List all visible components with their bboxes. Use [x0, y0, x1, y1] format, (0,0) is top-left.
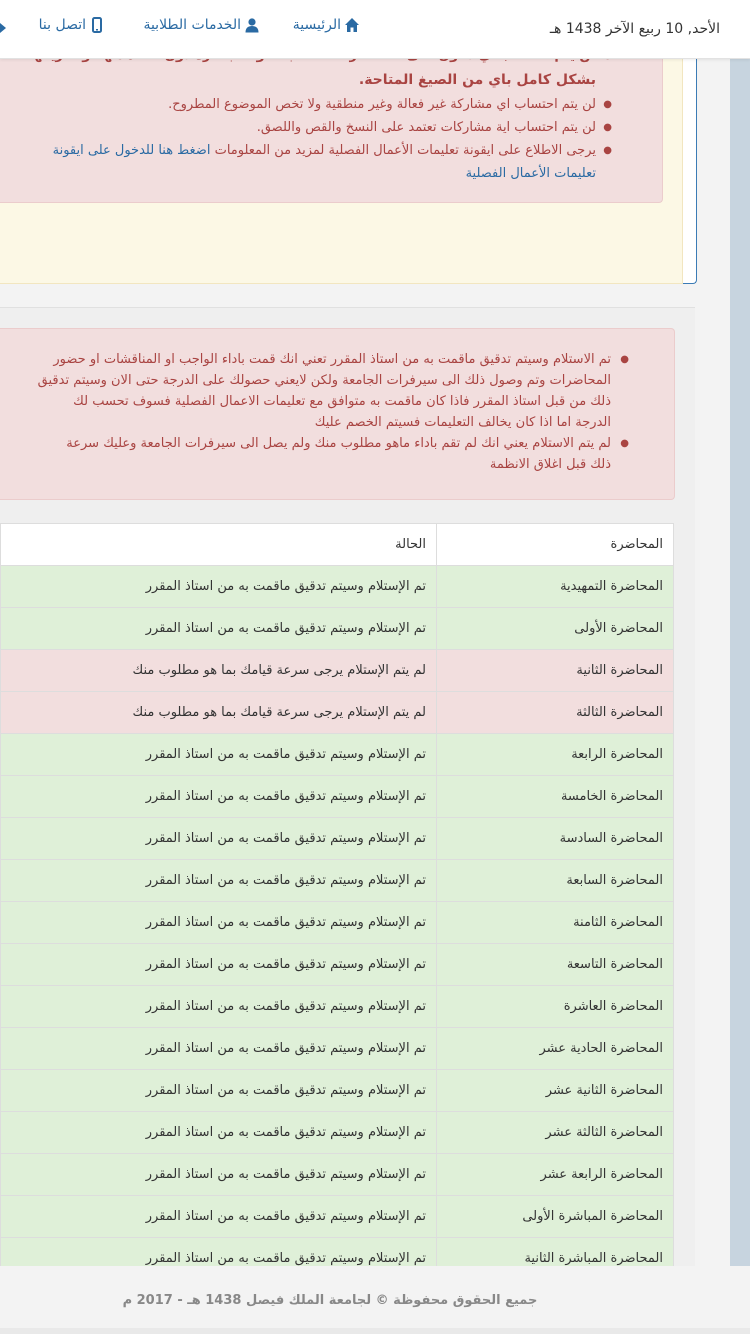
instructions-panel	[0, 40, 697, 284]
lecture-name-cell: المحاضرة التمهيدية	[437, 566, 674, 608]
lecture-name-cell: المحاضرة الثانية	[437, 650, 674, 692]
caret-icon[interactable]	[0, 22, 8, 34]
table-row	[1, 902, 674, 944]
lecture-status-cell: تم الإستلام وسيتم تدقيق ماقمت به من استاذ المقرر	[1, 860, 437, 902]
instruction-item-cont	[0, 69, 596, 91]
lecture-status-cell: تم الإستلام وسيتم تدقيق ماقمت به من استاذ المقرر	[1, 734, 437, 776]
instructions-list	[0, 45, 612, 185]
top-navbar	[0, 0, 750, 59]
footer-bottom-line	[0, 1328, 750, 1334]
lecture-name-cell: المحاضرة الرابعة	[437, 734, 674, 776]
user-icon	[244, 17, 260, 33]
current-date: الأحد, 10 ربيع الآخر 1438 هـ	[549, 21, 720, 37]
lecture-status-cell: تم الإستلام وسيتم تدقيق ماقمت به من استاذ المقرر	[1, 1196, 437, 1238]
column-header-status: الحالة	[1, 524, 437, 566]
nav-student-services-label: الخدمات الطلابية	[143, 17, 241, 33]
bullet-icon: ●	[603, 122, 612, 133]
bullet-icon: ●	[603, 145, 612, 156]
table-row	[1, 944, 674, 986]
legend-text: لم يتم الاستلام يعني انك لم تقم باداء ماهو مطلوب منك ولم يصل الى سيرفرات الجامعة وعليك سرعة	[66, 436, 611, 451]
table-row	[1, 692, 674, 734]
table-row	[1, 608, 674, 650]
lecture-status-cell: لم يتم الإستلام يرجى سرعة قيامك بما هو مطلوب منك	[1, 650, 437, 692]
table-row	[1, 860, 674, 902]
page-side-strip	[730, 58, 750, 1266]
lecture-status-cell: تم الإستلام وسيتم تدقيق ماقمت به من استاذ المقرر	[1, 1070, 437, 1112]
instruction-text: لن يتم احتساب اي مشاركة غير فعالة وغير منطقية ولا تخص الموضوع المطروح.	[168, 97, 596, 112]
lecture-status-cell: تم الإستلام وسيتم تدقيق ماقمت به من استاذ المقرر	[1, 1238, 437, 1280]
instruction-text: لن يتم احتساب اية مشاركات تعتمد على النسخ والقص واللصق.	[256, 120, 596, 135]
phone-icon	[89, 17, 105, 33]
bullet-icon: ●	[620, 354, 629, 365]
lecture-name-cell: المحاضرة السادسة	[437, 818, 674, 860]
column-header-lecture: المحاضرة	[437, 524, 674, 566]
lecture-status-cell: لم يتم الإستلام يرجى سرعة قيامك بما هو مطلوب منك	[1, 692, 437, 734]
lecture-name-cell: المحاضرة الثانية عشر	[437, 1070, 674, 1112]
legend-item	[0, 349, 629, 370]
lecture-status-cell: تم الإستلام وسيتم تدقيق ماقمت به من استاذ المقرر	[1, 608, 437, 650]
legend-text: الدرجة اما اذا كان يخالف التعليمات فسيتم الخصم عليك	[314, 415, 611, 430]
legend-text: ذلك قبل اغلاق الانظمة	[489, 457, 611, 472]
table-row	[1, 1154, 674, 1196]
lectures-table	[0, 523, 674, 1280]
lecture-name-cell: المحاضرة الثالثة عشر	[437, 1112, 674, 1154]
lecture-name-cell: المحاضرة المباشرة الثانية	[437, 1238, 674, 1280]
legend-item	[0, 433, 629, 454]
lecture-name-cell: المحاضرة الرابعة عشر	[437, 1154, 674, 1196]
lecture-status-cell: تم الإستلام وسيتم تدقيق ماقمت به من استاذ المقرر	[1, 1112, 437, 1154]
bullet-icon: ●	[603, 99, 612, 110]
legend-item-cont	[0, 412, 611, 433]
lecture-status-cell: تم الإستلام وسيتم تدقيق ماقمت به من استاذ المقرر	[1, 902, 437, 944]
lecture-name-cell: المحاضرة المباشرة الأولى	[437, 1196, 674, 1238]
instruction-item	[0, 93, 612, 116]
legend-text: المحاضرات وتم وصول ذلك الى سيرفرات الجامعة ولكن لايعني حصولك على الدرجة حتى الان وسيتم تدقيق	[37, 373, 611, 388]
instructions-warning-box	[0, 40, 683, 284]
lecture-status-cell: تم الإستلام وسيتم تدقيق ماقمت به من استاذ المقرر	[1, 944, 437, 986]
table-row	[1, 986, 674, 1028]
table-row	[1, 818, 674, 860]
lecture-status-cell: تم الإستلام وسيتم تدقيق ماقمت به من استاذ المقرر	[1, 776, 437, 818]
page-footer	[0, 1266, 750, 1334]
nav-contact-label: اتصل بنا	[38, 17, 86, 33]
lecture-status-cell: تم الإستلام وسيتم تدقيق ماقمت به من استاذ المقرر	[1, 1154, 437, 1196]
nav-home-link[interactable]	[293, 17, 360, 33]
lecture-name-cell: المحاضرة الخامسة	[437, 776, 674, 818]
nav-student-services-link[interactable]	[143, 17, 260, 33]
instruction-text: يرجى الاطلاع على ايقونة تعليمات الأعمال الفصلية لمزيد من المعلومات	[214, 143, 596, 158]
lecture-name-cell: المحاضرة التاسعة	[437, 944, 674, 986]
instructions-alert	[0, 40, 663, 203]
instructions-link[interactable]: اضغط هنا للدخول على ايقونة	[52, 143, 211, 158]
nav-home-label: الرئيسية	[292, 17, 341, 33]
nav-contact-link[interactable]	[39, 17, 105, 33]
bullet-icon: ●	[620, 438, 629, 449]
coursework-instructions-link[interactable]: تعليمات الأعمال الفصلية	[465, 166, 596, 181]
lectures-table-body	[1, 566, 674, 1280]
table-row	[1, 1112, 674, 1154]
attendance-panel	[0, 307, 695, 1267]
lecture-name-cell: المحاضرة الأولى	[437, 608, 674, 650]
legend-text: ذلك من قبل استاذ المقرر فاذا كان ماقمت به متوافق مع تعليمات الاعمال الفصلية فسوف تحسب لك	[73, 394, 611, 409]
legend-item-cont	[0, 391, 611, 412]
table-row	[1, 566, 674, 608]
lecture-name-cell: المحاضرة السابعة	[437, 860, 674, 902]
instruction-item	[0, 116, 612, 139]
instruction-item	[0, 139, 612, 162]
table-row	[1, 734, 674, 776]
status-legend-alert	[0, 328, 675, 500]
lecture-status-cell: تم الإستلام وسيتم تدقيق ماقمت به من استاذ المقرر	[1, 986, 437, 1028]
legend-text: تم الاستلام وسيتم تدقيق ماقمت به من استاذ المقرر تعني انك قمت باداء الواجب او المناقشات او حضور	[53, 352, 611, 367]
table-row	[1, 1028, 674, 1070]
status-legend-list	[0, 349, 629, 475]
table-row	[1, 1070, 674, 1112]
lecture-status-cell: تم الإستلام وسيتم تدقيق ماقمت به من استاذ المقرر	[1, 1028, 437, 1070]
instruction-item-cont	[0, 162, 596, 185]
table-row	[1, 776, 674, 818]
legend-item-cont	[0, 454, 611, 475]
copyright-text: جميع الحقوق محفوظة © لجامعة الملك فيصل 1438 هـ - 2017 م	[122, 1293, 538, 1308]
lecture-name-cell: المحاضرة الثالثة	[437, 692, 674, 734]
instruction-text: بشكل كامل باي من الصيغ المتاحة.	[358, 72, 596, 88]
lecture-name-cell: المحاضرة الحادية عشر	[437, 1028, 674, 1070]
home-icon	[344, 17, 360, 33]
lecture-name-cell: المحاضرة العاشرة	[437, 986, 674, 1028]
lecture-status-cell: تم الإستلام وسيتم تدقيق ماقمت به من استاذ المقرر	[1, 818, 437, 860]
table-header-row	[1, 524, 674, 566]
legend-item-cont	[0, 370, 611, 391]
table-row	[1, 650, 674, 692]
lecture-name-cell: المحاضرة الثامنة	[437, 902, 674, 944]
table-row	[1, 1196, 674, 1238]
lecture-status-cell: تم الإستلام وسيتم تدقيق ماقمت به من استاذ المقرر	[1, 566, 437, 608]
